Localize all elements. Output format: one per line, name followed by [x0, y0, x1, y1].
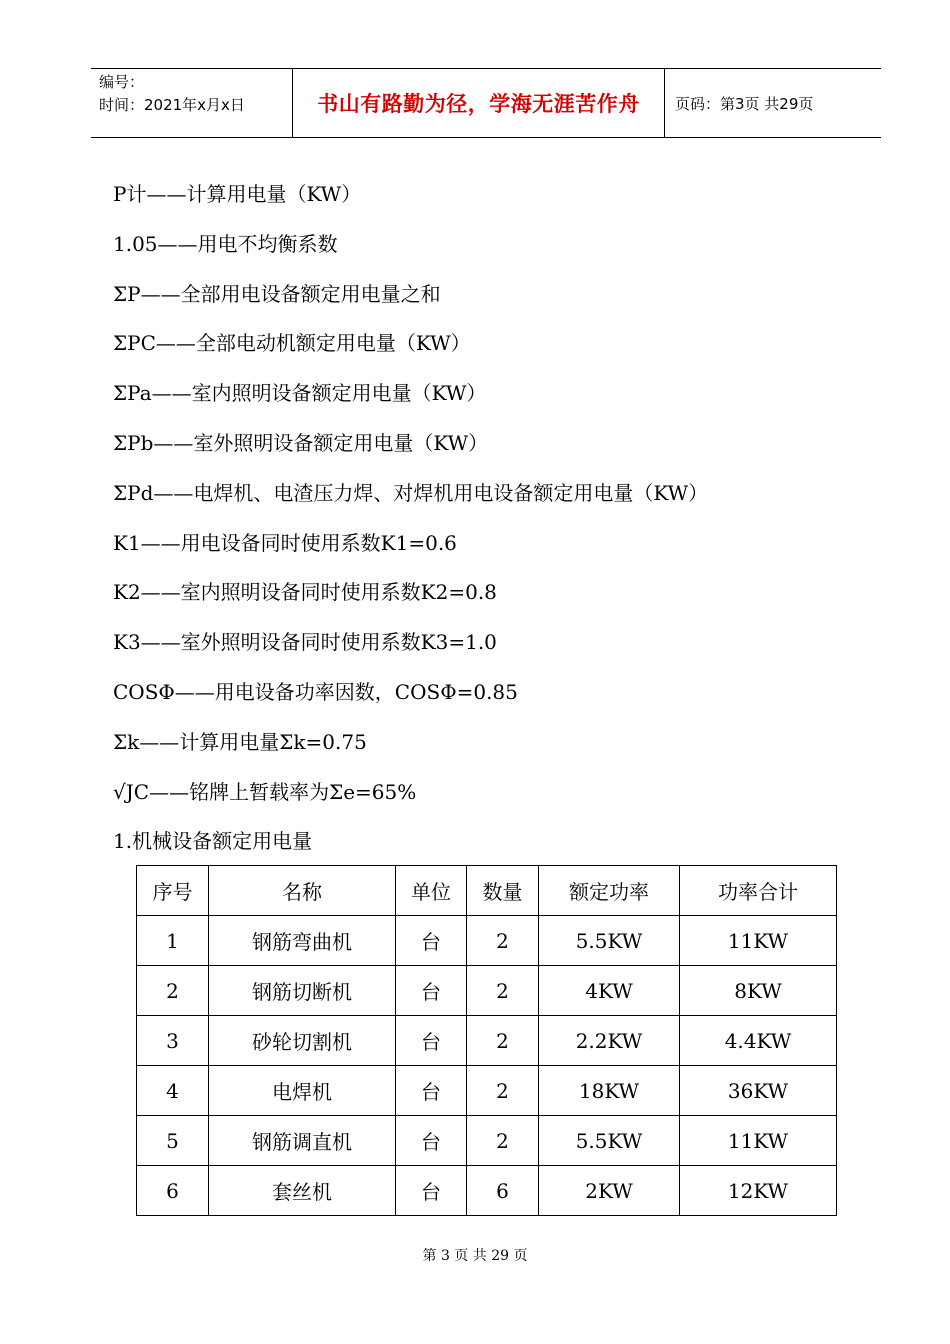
table-cell: 台: [396, 1016, 467, 1066]
table-cell: 1: [137, 916, 209, 966]
column-header: 功率合计: [680, 866, 837, 916]
page-header: [91, 68, 881, 138]
header-page-info: 页码：第3页 共29页: [675, 94, 814, 113]
table-cell: 2: [467, 1066, 539, 1116]
table-cell: 36KW: [680, 1066, 837, 1116]
table-cell: 6: [137, 1166, 209, 1216]
table-cell: 钢筋调直机: [209, 1116, 396, 1166]
table-cell: 台: [396, 1066, 467, 1116]
table-cell: 4: [137, 1066, 209, 1116]
table-row: [137, 1016, 837, 1066]
page-footer: 第 3 页 共 29 页: [422, 1248, 528, 1264]
text-line: ΣPb——室外照明设备额定用电量（KW）: [113, 430, 489, 455]
table-cell: 台: [396, 1166, 467, 1216]
table-cell: 4.4KW: [680, 1016, 837, 1066]
text-line: ΣPa——室内照明设备额定用电量（KW）: [113, 381, 487, 406]
table-cell: 台: [396, 916, 467, 966]
table-cell: 台: [396, 1116, 467, 1166]
text-line: ΣPC——全部电动机额定用电量（KW）: [113, 331, 471, 356]
table-cell: 2: [467, 1116, 539, 1166]
table-cell: 钢筋切断机: [209, 966, 396, 1016]
section-heading: 1.机械设备额定用电量: [113, 829, 313, 854]
table-row: [137, 1166, 837, 1216]
table-cell: 3: [137, 1016, 209, 1066]
table-row: [137, 1066, 837, 1116]
text-line: √JC——铭牌上暂载率为Σe=65%: [113, 779, 417, 804]
column-header: 单位: [396, 866, 467, 916]
table-cell: 2KW: [539, 1166, 680, 1216]
table-cell: 套丝机: [209, 1166, 396, 1216]
table-cell: 11KW: [680, 916, 837, 966]
table-header-row: [137, 866, 837, 916]
table-cell: 2: [467, 1016, 539, 1066]
text-line: K3——室外照明设备同时使用系数K3=1.0: [113, 630, 497, 655]
table-cell: 2: [137, 966, 209, 1016]
table-cell: 2: [467, 966, 539, 1016]
table-cell: 6: [467, 1166, 539, 1216]
time-label: 时间：2021年x月x日: [99, 96, 245, 114]
text-line: K2——室内照明设备同时使用系数K2=0.8: [113, 580, 497, 605]
table-cell: 4KW: [539, 966, 680, 1016]
table-cell: 2: [467, 916, 539, 966]
equipment-table: [136, 865, 837, 1216]
table-cell: 2.2KW: [539, 1016, 680, 1066]
header-meta: [91, 69, 293, 137]
table-cell: 5: [137, 1116, 209, 1166]
column-header: 名称: [209, 866, 396, 916]
text-line: 1.05——用电不均衡系数: [113, 231, 338, 256]
table-cell: 台: [396, 966, 467, 1016]
table-cell: 钢筋弯曲机: [209, 916, 396, 966]
table-cell: 11KW: [680, 1116, 837, 1166]
definition-list: [113, 170, 873, 867]
table-cell: 5.5KW: [539, 1116, 680, 1166]
text-line: K1——用电设备同时使用系数K1=0.6: [113, 530, 457, 555]
header-motto: 书山有路勤为径，学海无涯苦作舟: [293, 69, 665, 137]
text-line: P计——计算用电量（KW）: [113, 182, 362, 206]
table-row: [137, 1116, 837, 1166]
column-header: 额定功率: [539, 866, 680, 916]
table-cell: 砂轮切割机: [209, 1016, 396, 1066]
column-header: 数量: [467, 866, 539, 916]
text-line: ΣPd——电焊机、电渣压力焊、对焊机用电设备额定用电量（KW）: [113, 480, 709, 505]
table-row: [137, 966, 837, 1016]
serial-label: 编号：: [99, 73, 145, 91]
text-line: Σk——计算用电量Σk=0.75: [113, 729, 367, 754]
table-cell: 12KW: [680, 1166, 837, 1216]
text-line: ΣP——全部用电设备额定用电量之和: [113, 281, 441, 306]
table-cell: 8KW: [680, 966, 837, 1016]
table-cell: 18KW: [539, 1066, 680, 1116]
text-line: COSΦ——用电设备功率因数，COSΦ=0.85: [113, 679, 518, 704]
table-cell: 5.5KW: [539, 916, 680, 966]
column-header: 序号: [137, 866, 209, 916]
table-row: [137, 916, 837, 966]
table-cell: 电焊机: [209, 1066, 396, 1116]
